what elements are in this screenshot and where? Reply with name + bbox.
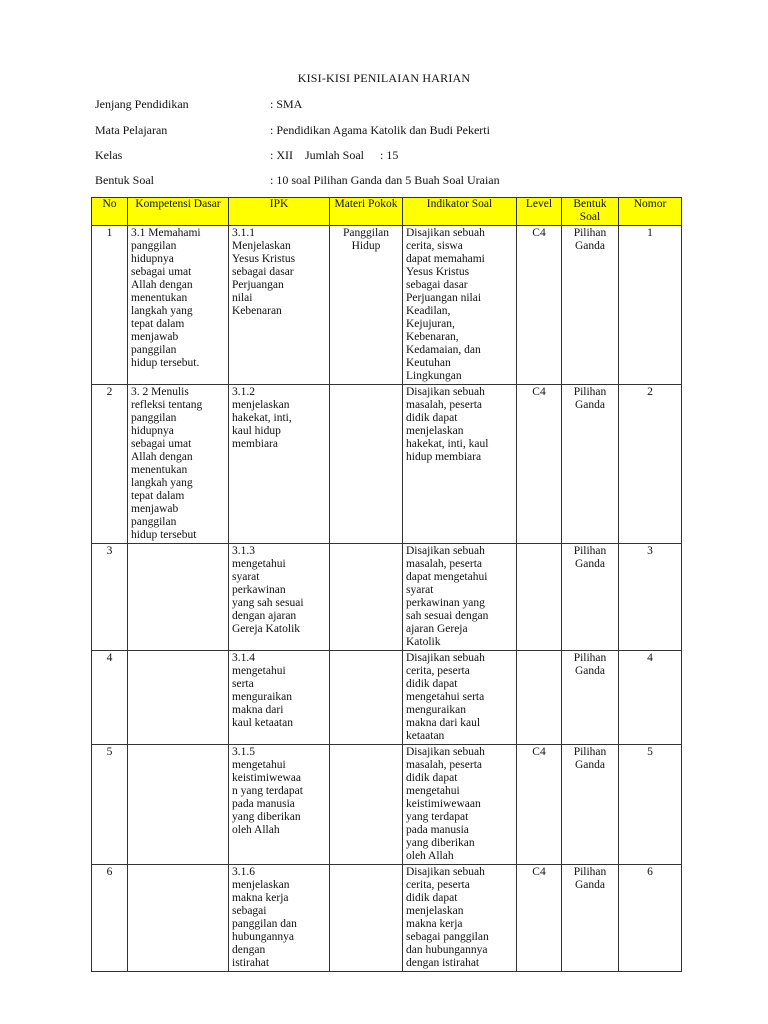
meta-kelas-value: : XII [270, 148, 293, 162]
table-row [92, 385, 682, 544]
cell-kd [128, 544, 229, 651]
cell-no: 2 [92, 385, 128, 544]
meta-jumlah-soal-label: Jumlah Soal [305, 148, 364, 162]
cell-indikator: Disajikan sebuah masalah, peserta dapat mengetahui syarat perkawinan yang sah sesuai dengan ajaran Gereja Katolik [403, 544, 517, 651]
cell-materi [330, 544, 403, 651]
cell-bentuk: Pilihan Ganda [562, 865, 619, 972]
cell-materi [330, 651, 403, 745]
cell-bentuk: Pilihan Ganda [562, 226, 619, 385]
table-row [92, 865, 682, 972]
header-no: No [92, 198, 128, 226]
header-level: Level [517, 198, 562, 226]
cell-level [517, 651, 562, 745]
cell-ipk: 3.1.3 mengetahui syarat perkawinan yang sah sesuai dengan ajaran Gereja Katolik [229, 544, 330, 651]
cell-level [517, 544, 562, 651]
document-title: KISI-KISI PENILAIAN HARIAN [297, 71, 471, 85]
cell-level: C4 [517, 865, 562, 972]
table-row [92, 544, 682, 651]
cell-bentuk: Pilihan Ganda [562, 651, 619, 745]
cell-materi [330, 385, 403, 544]
cell-indikator: Disajikan sebuah cerita, peserta didik dapat menjelaskan makna kerja sebagai panggilan dan hubungannya dengan istirahat [403, 865, 517, 972]
cell-materi [330, 745, 403, 865]
header-kompetensi-dasar: Kompetensi Dasar [128, 198, 229, 226]
cell-nomor: 6 [619, 865, 682, 972]
cell-level: C4 [517, 226, 562, 385]
cell-materi: Panggilan Hidup [330, 226, 403, 385]
cell-nomor: 1 [619, 226, 682, 385]
cell-no: 1 [92, 226, 128, 385]
cell-nomor: 4 [619, 651, 682, 745]
cell-bentuk: Pilihan Ganda [562, 385, 619, 544]
cell-kd [128, 745, 229, 865]
cell-no: 6 [92, 865, 128, 972]
cell-ipk: 3.1.6 menjelaskan makna kerja sebagai panggilan dan hubungannya dengan istirahat [229, 865, 330, 972]
meta-jenjang-label: Jenjang Pendidikan [95, 97, 189, 111]
cell-no: 3 [92, 544, 128, 651]
cell-indikator: Disajikan sebuah cerita, peserta didik dapat mengetahui serta menguraikan makna dari kaul ketaatan [403, 651, 517, 745]
cell-indikator: Disajikan sebuah masalah, peserta didik dapat mengetahui keistimiwewaan yang terdapat pada manusia yang diberikan oleh Allah [403, 745, 517, 865]
meta-mapel-value: : Pendidikan Agama Katolik dan Budi Pekerti [270, 123, 490, 137]
cell-ipk: 3.1.2 menjelaskan hakekat, inti, kaul hidup membiara [229, 385, 330, 544]
header-materi-pokok: Materi Pokok [330, 198, 403, 226]
cell-bentuk: Pilihan Ganda [562, 544, 619, 651]
cell-indikator: Disajikan sebuah masalah, peserta didik dapat menjelaskan hakekat, inti, kaul hidup membiara [403, 385, 517, 544]
table-header-row [92, 198, 682, 226]
cell-ipk: 3.1.4 mengetahui serta menguraikan makna dari kaul ketaatan [229, 651, 330, 745]
cell-ipk: 3.1.5 mengetahui keistimiwewaa n yang terdapat pada manusia yang diberikan oleh Allah [229, 745, 330, 865]
header-ipk: IPK [229, 198, 330, 226]
cell-level: C4 [517, 385, 562, 544]
header-nomor: Nomor [619, 198, 682, 226]
cell-ipk: 3.1.1 Menjelaskan Yesus Kristus sebagai dasar Perjuangan nilai Kebenaran [229, 226, 330, 385]
header-bentuk-soal: Bentuk Soal [562, 198, 619, 226]
table-row [92, 745, 682, 865]
meta-bentuk-value: : 10 soal Pilihan Ganda dan 5 Buah Soal Uraian [270, 173, 500, 187]
table-row [92, 651, 682, 745]
cell-indikator: Disajikan sebuah cerita, siswa dapat memahami Yesus Kristus sebagai dasar Perjuangan nilai Keadilan, Kejujuran, Kebenaran, Kedamaian, dan Keutuhan Lingkungan [403, 226, 517, 385]
meta-kelas-label: Kelas [95, 148, 123, 162]
table-row [92, 226, 682, 385]
meta-bentuk-label: Bentuk Soal [95, 173, 154, 187]
cell-no: 5 [92, 745, 128, 865]
cell-kd [128, 651, 229, 745]
cell-kd: 3.1 Memahami panggilan hidupnya sebagai umat Allah dengan menentukan langkah yang tepat dalam menjawab panggilan hidup tersebut. [128, 226, 229, 385]
meta-mapel-label: Mata Pelajaran [95, 123, 168, 137]
meta-jenjang-value: : SMA [270, 97, 303, 111]
cell-bentuk: Pilihan Ganda [562, 745, 619, 865]
cell-kd [128, 865, 229, 972]
meta-kelas-values [270, 148, 398, 163]
cell-nomor: 3 [619, 544, 682, 651]
cell-materi [330, 865, 403, 972]
cell-level: C4 [517, 745, 562, 865]
cell-nomor: 5 [619, 745, 682, 865]
cell-kd: 3. 2 Menulis refleksi tentang panggilan hidupnya sebagai umat Allah dengan menentukan langkah yang tepat dalam menjawab panggilan hidup tersebut [128, 385, 229, 544]
meta-jumlah-soal-value: : 15 [380, 148, 399, 162]
cell-nomor: 2 [619, 385, 682, 544]
kisi-kisi-table [91, 197, 682, 972]
header-indikator-soal: Indikator Soal [403, 198, 517, 226]
cell-no: 4 [92, 651, 128, 745]
